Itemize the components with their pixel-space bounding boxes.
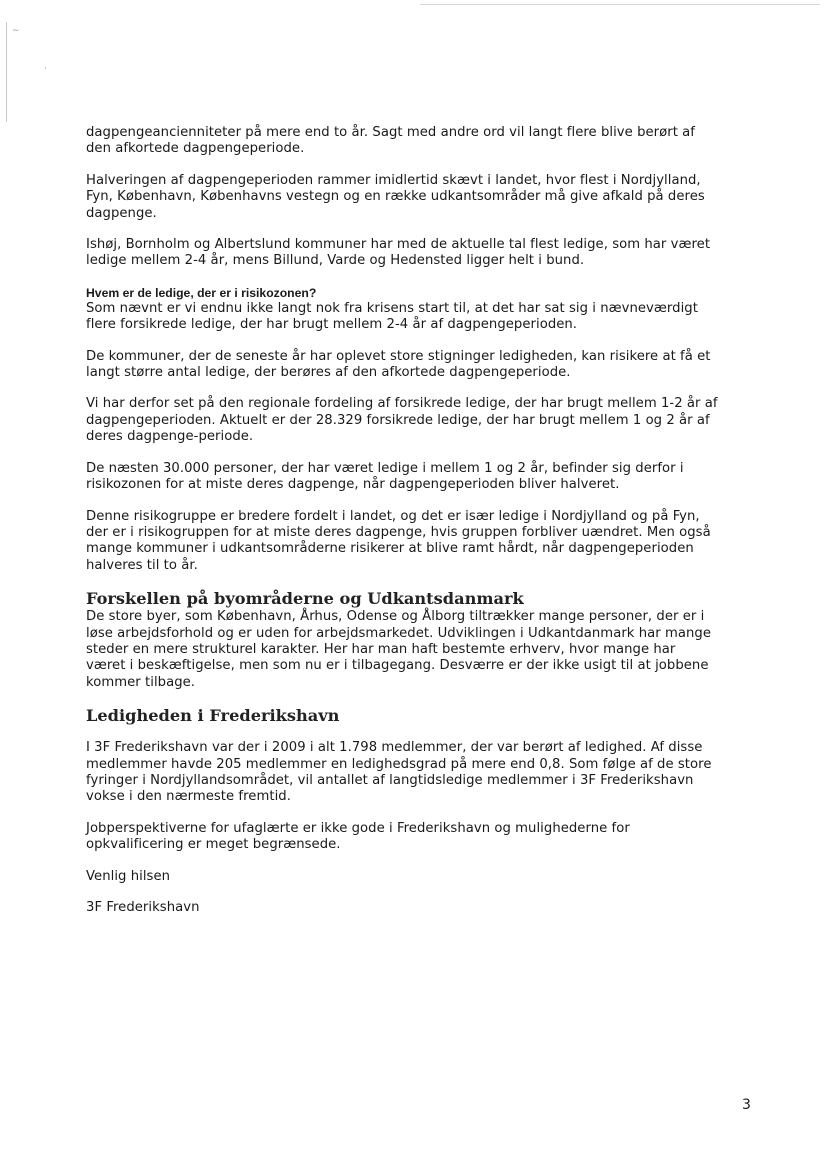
text-line: fyringer i Nordjyllandsområdet, vil antallet af langtidsledige medlemmer i 3F Frederikshavn (86, 772, 694, 788)
text-line: medlemmer havde 205 medlemmer en ledighedsgrad på mere end 0,8. Som følge af de store (86, 756, 712, 772)
text-line: den afkortede dagpengeperiode. (86, 141, 305, 157)
text-line: dagpenge. (86, 205, 157, 221)
paragraph (86, 509, 756, 575)
text-line: steder en mere strukturel karakter. Her har man haft bestemte erhverv, hvor mange har (86, 641, 676, 657)
document-body (86, 125, 756, 931)
paragraph (86, 301, 756, 334)
text-line: deres dagpenge-periode. (86, 429, 254, 445)
text-line: 3F Frederikshavn (86, 900, 200, 915)
text-line: ledige mellem 2-4 år, mens Billund, Varde og Hedensted ligger helt i bund. (86, 253, 585, 269)
paragraph (86, 821, 756, 854)
text-line: mange kommuner i udkantsområderne risikerer at blive ramt hårdt, når dagpengeperioden (86, 541, 694, 557)
text-line: Halveringen af dagpengeperioden rammer imidlertid skævt i landet, hvor flest i Nordjylland, (86, 172, 701, 188)
text-line: Vi har derfor set på den regionale fordeling af forsikrede ledige, der har brugt mellem 1-2 år af (86, 396, 718, 412)
scan-edge-line (420, 4, 820, 5)
paragraph (86, 349, 756, 382)
section-heading: Forskellen på byområderne og Udkantsdanmark (86, 589, 524, 609)
paragraph (86, 396, 756, 445)
text-line: langt større antal ledige, der berøres af den afkortede dagpengeperiode. (86, 365, 571, 381)
section-heading: Ledigheden i Frederikshavn (86, 706, 340, 726)
text-line: Som nævnt er vi endnu ikke langt nok fra krisens start til, at det har sat sig i nævneværdigt (86, 300, 698, 316)
paragraph (86, 900, 756, 916)
text-line: flere forsikrede ledige, der har brugt mellem 2-4 år af dagpengeperioden. (86, 317, 578, 333)
paragraph (86, 869, 756, 885)
paragraph (86, 125, 756, 158)
paragraph (86, 237, 756, 270)
paragraph (86, 740, 756, 806)
text-line: Ishøj, Bornholm og Albertslund kommuner har med de aktuelle tal flest ledige, som har været (86, 237, 711, 253)
text-line: risikozonen for at miste deres dagpenge, når dagpengeperioden bliver halveret. (86, 477, 620, 493)
text-line: Jobperspektiverne for ufaglærte er ikke gode i Frederikshavn og mulighederne for (86, 820, 630, 836)
text-line: halveres til to år. (86, 557, 198, 573)
text-line: Fyn, København, Københavns vestegn og en række udkantsområder må give afkald på deres (86, 189, 705, 205)
text-line: vokse i den nærmeste fremtid. (86, 789, 291, 805)
text-line: Venlig hilsen (86, 868, 171, 884)
paragraph (86, 609, 756, 691)
text-line: dagpengeperioden. Aktuelt er der 28.329 forsikrede ledige, der har brugt mellem 1 og 2 år af (86, 412, 710, 428)
text-line: kommer tilbage. (86, 674, 196, 690)
scan-artifact: · (44, 64, 47, 74)
scan-margin-line (6, 22, 7, 122)
paragraph (86, 461, 756, 494)
page-number: 3 (742, 1097, 751, 1113)
section-subheading: Hvem er de ledige, der er i risikozonen? (86, 285, 317, 300)
scan-artifact: ∼ (12, 26, 20, 36)
text-line: der er i risikogruppen for at miste deres dagpenge, hvis gruppen forbliver uændret. Men også (86, 524, 711, 540)
paragraph (86, 173, 756, 222)
text-line: De kommuner, der de seneste år har oplevet store stigninger ledigheden, kan risikere at få et (86, 348, 711, 364)
text-line: løse arbejdsforhold og er uden for arbejdsmarkedet. Udviklingen i Udkantdanmark har mange (86, 625, 711, 641)
text-line: dagpengeancienniteter på mere end to år. Sagt med andre ord vil langt flere blive berørt af (86, 125, 695, 140)
text-line: De næsten 30.000 personer, der har været ledige i mellem 1 og 2 år, befinder sig derfor i (86, 460, 684, 476)
text-line: Denne risikogruppe er bredere fordelt i landet, og det er især ledige i Nordjylland og på Fyn, (86, 508, 700, 524)
text-line: været i beskæftigelse, men som nu er i tilbagegang. Desværre er der ikke usigt til at jobbene (86, 658, 709, 674)
text-line: opkvalificering er meget begrænsede. (86, 837, 341, 853)
text-line: I 3F Frederikshavn var der i 2009 i alt 1.798 medlemmer, der var berørt af ledighed. Af disse (86, 740, 703, 756)
text-line: De store byer, som København, Århus, Odense og Ålborg tiltrækker mange personer, der er i (86, 609, 705, 625)
